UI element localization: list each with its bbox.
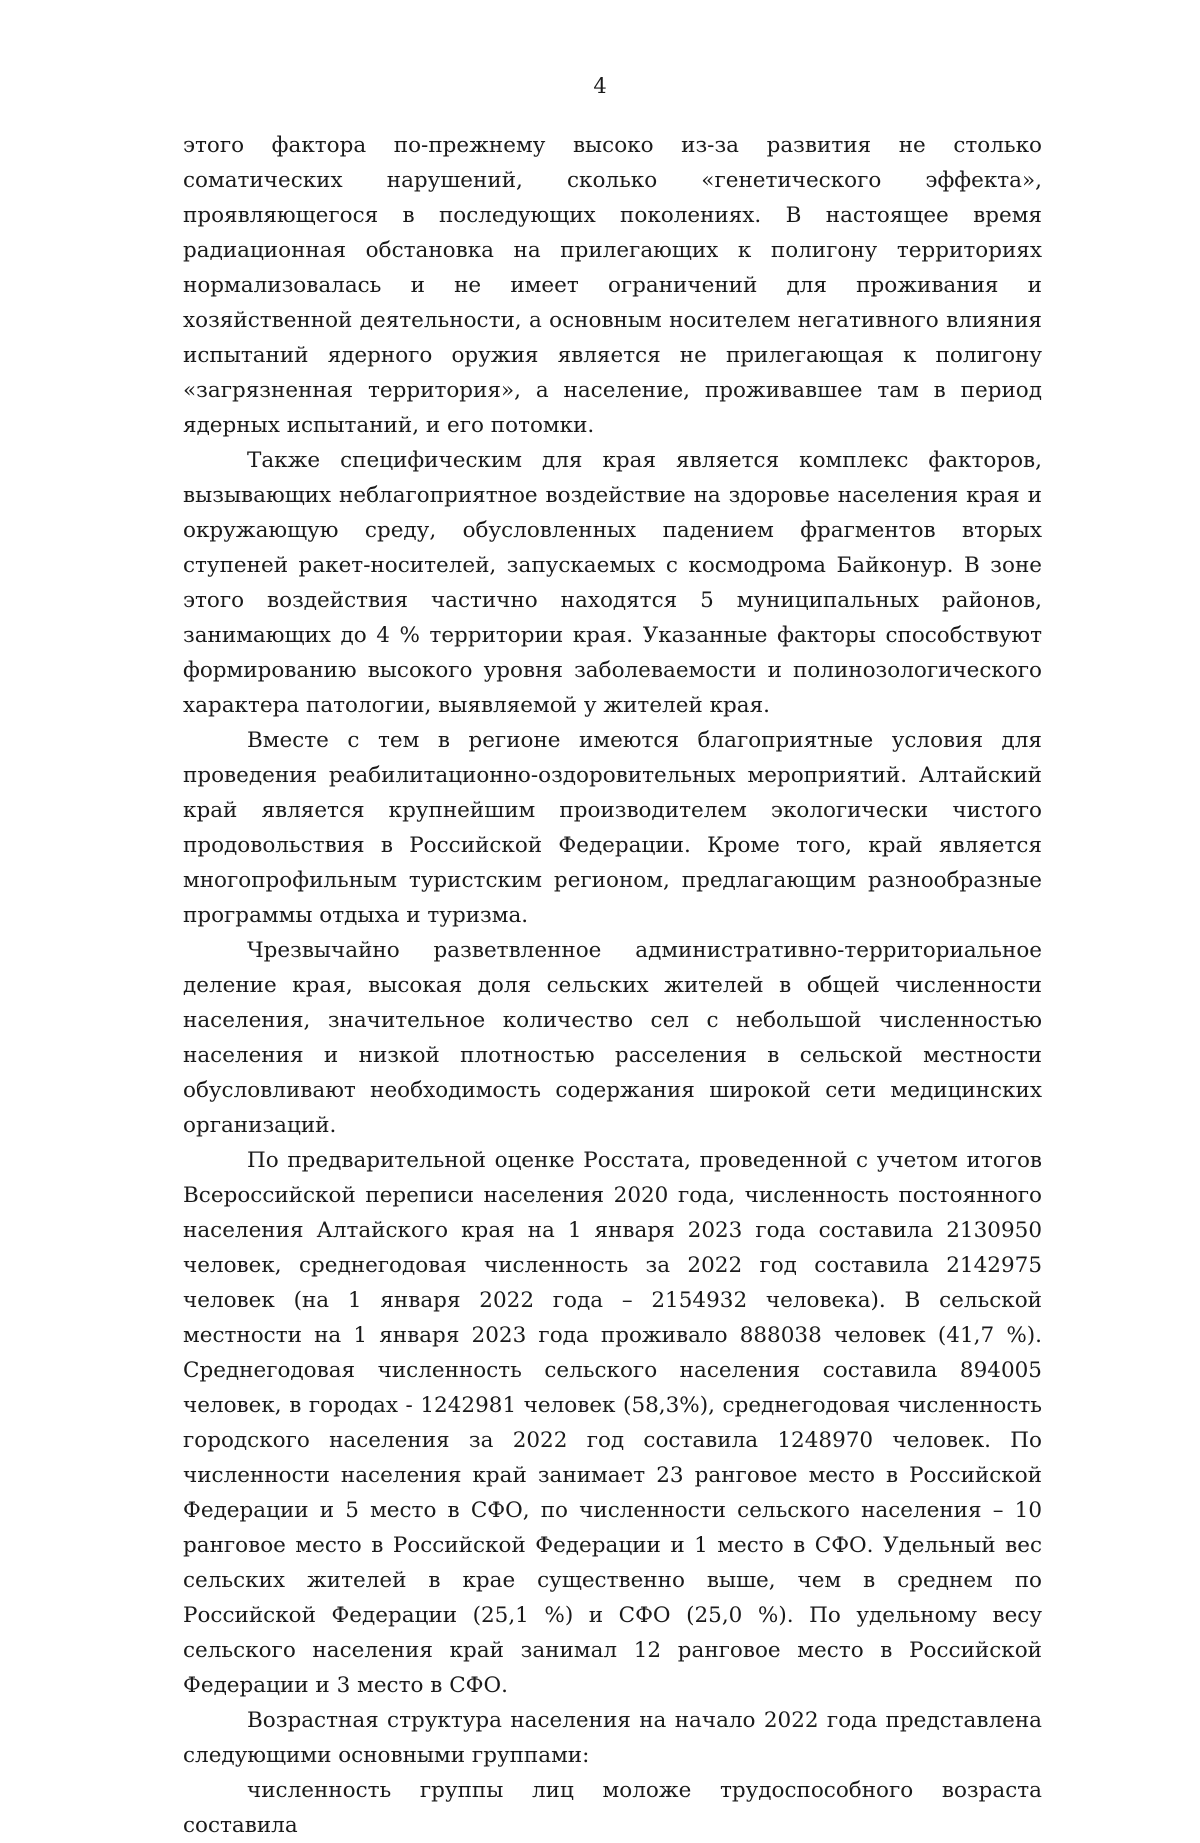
- paragraph: Возрастная структура населения на начало 2022 года представлена следующими основными группами:: [183, 1708, 1042, 1768]
- paragraph: численность группы лиц моложе трудоспособного возраста составила: [183, 1778, 1042, 1838]
- paragraph: По предварительной оценке Росстата, проведенной с учетом итогов Всероссийской переписи населения 2020 года, численность постоянного населения Алтайского края на 1 января 2023 года составила 2130950 человек, среднегодовая численность за 2022 год составила 2142975 человек (на 1 января 2022 года – 2154932 человека). В сельской местности на 1 января 2023 года проживало 888038 человек (41,7 %). Среднегодовая численность сельского населения составила 894005 человек, в городах - 1242981 человек (58,3%), среднегодовая численность городского населения за 2022 год составила 1248970 человек. По численности населения край занимает 23 ранговое место в Российской Федерации и 5 место в СФО, по численности сельского населения – 10 ранговое место в Российской Федерации и 1 место в СФО. Удельный вес сельских жителей в крае существенно выше, чем в среднем по Российской Федерации (25,1 %) и СФО (25,0 %). По удельному весу сельского населения край занимал 12 ранговое место в Российской Федерации и 3 место в СФО.: [183, 1148, 1042, 1698]
- document-body: [183, 128, 1042, 1843]
- paragraph: этого фактора по-прежнему высоко из-за развития не столько соматических нарушений, сколько «генетического эффекта», проявляющегося в последующих поколениях. В настоящее время радиационная обстановка на прилегающих к полигону территориях нормализовалась и не имеет ограничений для проживания и хозяйственной деятельности, а основным носителем негативного влияния испытаний ядерного оружия является не прилегающая к полигону «загрязненная территория», а население, проживавшее там в период ядерных испытаний, и его потомки.: [183, 133, 1042, 438]
- paragraph: Также специфическим для края является комплекс факторов, вызывающих неблагоприятное воздействие на здоровье населения края и окружающую среду, обусловленных падением фрагментов вторых ступеней ракет-носителей, запускаемых с космодрома Байконур. В зоне этого воздействия частично находятся 5 муниципальных районов, занимающих до 4 % территории края. Указанные факторы способствуют формированию высокого уровня заболеваемости и полинозологического характера патологии, выявляемой у жителей края.: [183, 448, 1042, 718]
- paragraph: Чрезвычайно разветвленное административно-территориальное деление края, высокая доля сельских жителей в общей численности населения, значительное количество сел с небольшой численностью населения и низкой плотностью расселения в сельской местности обусловливают необходимость содержания широкой сети медицинских организаций.: [183, 938, 1042, 1138]
- page-number: 4: [593, 74, 607, 98]
- paragraph: Вместе с тем в регионе имеются благоприятные условия для проведения реабилитационно-оздоровительных мероприятий. Алтайский край является крупнейшим производителем экологически чистого продовольствия в Российской Федерации. Кроме того, край является многопрофильным туристским регионом, предлагающим разнообразные программы отдыха и туризма.: [183, 728, 1042, 928]
